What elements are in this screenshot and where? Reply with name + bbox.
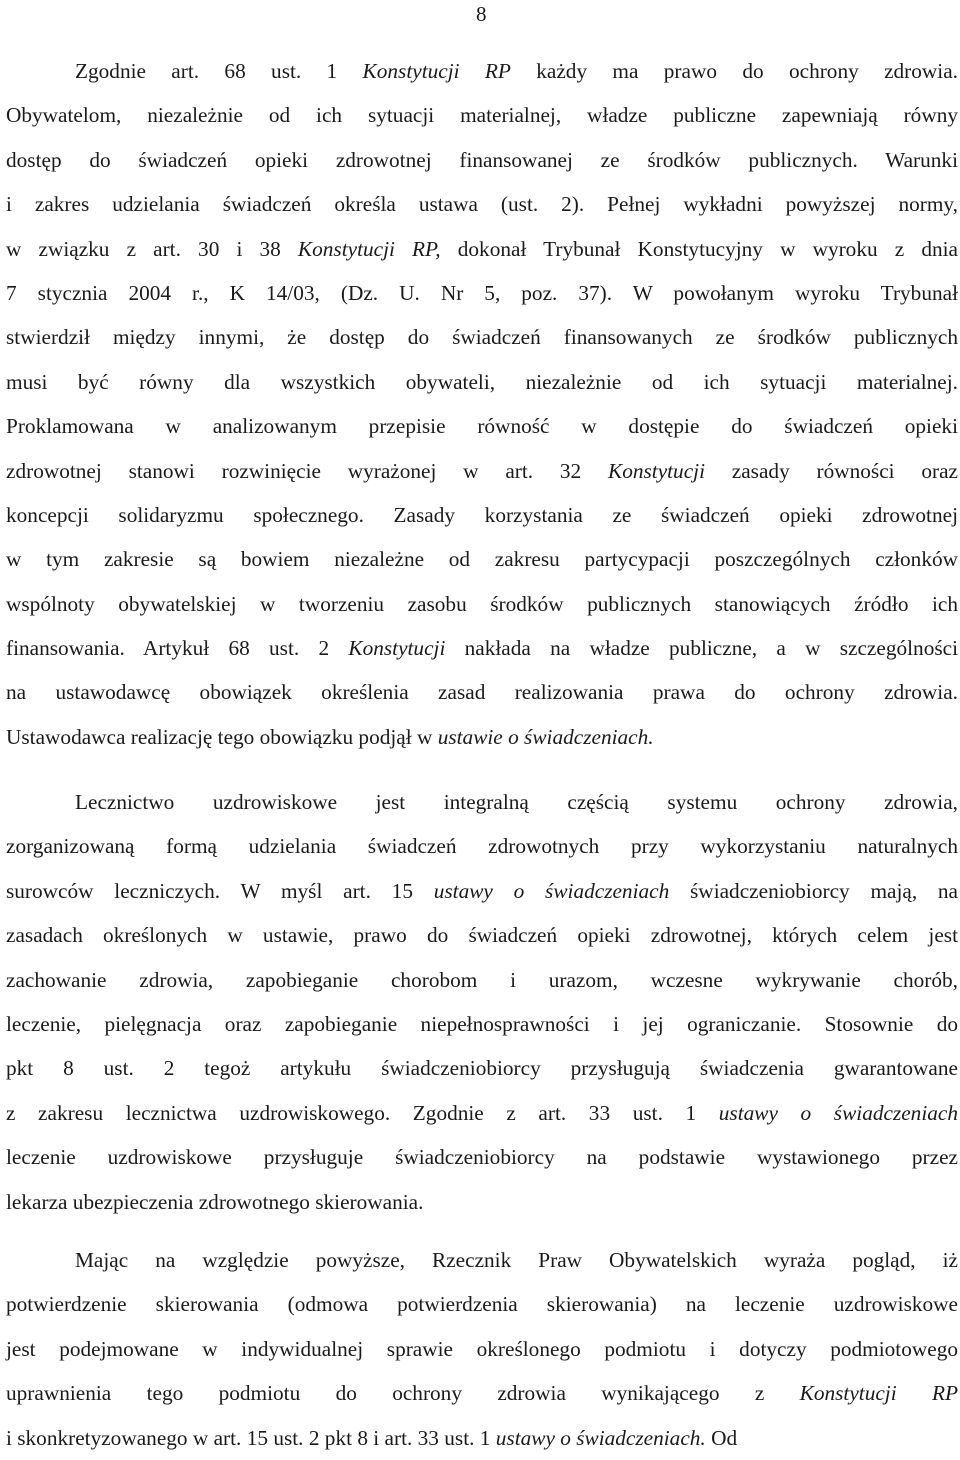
text-segment: koncepcji solidaryzmu społecznego. Zasady korzystania ze świadczeń opieki zdrowotnej	[6, 502, 958, 527]
text-segment: zdrowotnej stanowi rozwinięcie wyrażonej w art. 32	[6, 458, 608, 483]
text-segment: lekarza ubezpieczenia zdrowotnego skierowania.	[6, 1189, 424, 1214]
text-line	[6, 1046, 958, 1090]
text-segment: i zakres udzielania świadczeń określa ustawa (ust. 2). Pełnej wykładni powyższej normy,	[6, 192, 958, 217]
text-segment: dokonał Trybunał Konstytucyjny w wyroku z dnia	[440, 236, 958, 261]
italic-citation: Konstytucji	[607, 458, 705, 483]
text-line	[6, 493, 958, 537]
italic-citation: ustawy o świadczeniach	[433, 878, 670, 903]
text-segment: zasadach określonych w ustawie, prawo do świadczeń opieki zdrowotnej, których celem jest	[6, 923, 958, 948]
text-line	[6, 626, 958, 670]
text-line	[6, 449, 958, 493]
text-line	[6, 227, 958, 271]
text-line	[6, 93, 958, 137]
italic-citation: Konstytucji RP,	[297, 236, 441, 261]
text-segment: Proklamowana w analizowanym przepisie równość w dostępie do świadczeń opieki	[6, 414, 958, 439]
text-segment: musi być równy dla wszystkich obywateli, niezależnie od ich sytuacji materialnej.	[6, 369, 958, 394]
text-segment: stwierdził między innymi, że dostęp do świadczeń finansowanych ze środków publicznych	[6, 325, 958, 350]
text-line	[6, 1180, 958, 1224]
text-segment: uprawnienia tego podmiotu do ochrony zdrowia wynikającego z	[6, 1381, 800, 1406]
text-segment: z zakresu lecznictwa uzdrowiskowego. Zgodnie z art. 33 ust. 1	[6, 1100, 719, 1125]
paragraph-spa-treatment	[6, 780, 958, 1224]
paragraph-constitution	[6, 49, 958, 759]
text-segment: pkt 8 ust. 2 tegoż artykułu świadczeniobiorcy przysługują świadczenia gwarantowane	[6, 1056, 958, 1081]
text-line	[6, 958, 958, 1002]
text-line	[6, 360, 958, 404]
text-line	[6, 49, 958, 93]
text-segment: Zgodnie art. 68 ust. 1	[75, 59, 363, 83]
text-line	[6, 1091, 958, 1135]
text-segment: jest podejmowane w indywidualnej sprawie określonego podmiotu i dotyczy podmiotowego	[6, 1336, 958, 1361]
text-segment: każdy ma prawo do ochrony zdrowia.	[510, 59, 958, 83]
italic-citation: Konstytucji	[348, 636, 446, 661]
text-line	[6, 182, 958, 226]
text-line	[6, 1238, 958, 1282]
text-segment: zasady równości oraz	[705, 458, 958, 483]
text-segment: zorganizowaną formą udzielania świadczeń zdrowotnych przy wykorzystaniu naturalnych	[6, 834, 958, 859]
text-line	[6, 138, 958, 182]
text-segment: 7 stycznia 2004 r., K 14/03, (Dz. U. Nr 5, poz. 37). W powołanym wyroku Trybunał	[6, 280, 958, 305]
text-segment: w tym zakresie są bowiem niezależne od zakresu partycypacji poszczególnych członków	[6, 547, 958, 572]
text-line	[6, 670, 958, 714]
text-segment: finansowania. Artykuł 68 ust. 2	[6, 636, 349, 661]
text-segment: na ustawodawcę obowiązek określenia zasad realizowania prawa do ochrony zdrowia.	[6, 680, 958, 705]
page-number: 8	[476, 2, 487, 26]
text-line	[6, 582, 958, 626]
text-segment: Od	[705, 1425, 738, 1450]
text-segment: Lecznictwo uzdrowiskowe jest integralną częścią systemu ochrony zdrowia,	[75, 790, 958, 814]
text-line	[6, 271, 958, 315]
text-line	[6, 715, 958, 759]
text-segment: zachowanie zdrowia, zapobieganie chorobom i urazom, wczesne wykrywanie chorób,	[6, 967, 958, 992]
text-line	[6, 1282, 958, 1326]
text-line	[6, 780, 958, 824]
text-segment: leczenie, pielęgnacja oraz zapobieganie niepełnosprawności i jej ograniczanie. Stosownie do	[6, 1011, 958, 1036]
text-line	[6, 1327, 958, 1371]
text-line	[6, 404, 958, 448]
italic-citation: Konstytucji RP	[799, 1381, 958, 1406]
text-segment: surowców leczniczych. W myśl art. 15	[6, 878, 434, 903]
text-line	[6, 824, 958, 868]
text-segment: w związku z art. 30 i 38	[6, 236, 298, 261]
text-line	[6, 869, 958, 913]
italic-citation: Konstytucji RP	[362, 59, 511, 83]
text-line	[6, 315, 958, 359]
text-segment: wspólnoty obywatelskiej w tworzeniu zasobu środków publicznych stanowiących źródło ich	[6, 591, 958, 616]
text-line	[6, 1371, 958, 1415]
text-segment: potwierdzenie skierowania (odmowa potwierdzenia skierowania) na leczenie uzdrowiskowe	[6, 1292, 958, 1317]
italic-citation: ustawy o świadczeniach.	[495, 1425, 706, 1450]
text-segment: świadczeniobiorcy mają, na	[669, 878, 959, 903]
italic-citation: ustawie o świadczeniach.	[437, 724, 654, 749]
paragraph-ombudsman-opinion	[6, 1238, 958, 1460]
text-segment: leczenie uzdrowiskowe przysługuje świadczeniobiorcy na podstawie wystawionego przez	[6, 1145, 958, 1170]
text-segment: Mając na względzie powyższe, Rzecznik Praw Obywatelskich wyraża pogląd, iż	[75, 1248, 958, 1272]
text-line	[6, 913, 958, 957]
text-line	[6, 1002, 958, 1046]
text-line	[6, 537, 958, 581]
text-segment: Ustawodawca realizację tego obowiązku podjął w	[6, 724, 438, 749]
italic-citation: ustawy o świadczeniach	[718, 1100, 959, 1125]
text-line	[6, 1416, 958, 1460]
text-line	[6, 1135, 958, 1179]
text-segment: dostęp do świadczeń opieki zdrowotnej finansowanej ze środków publicznych. Warunki	[6, 147, 958, 172]
text-segment: i skonkretyzowanego w art. 15 ust. 2 pkt 8 i art. 33 ust. 1	[6, 1425, 496, 1450]
text-segment: Obywatelom, niezależnie od ich sytuacji materialnej, władze publiczne zapewniają równy	[6, 103, 958, 128]
text-segment: nakłada na władze publiczne, a w szczególności	[445, 636, 958, 661]
